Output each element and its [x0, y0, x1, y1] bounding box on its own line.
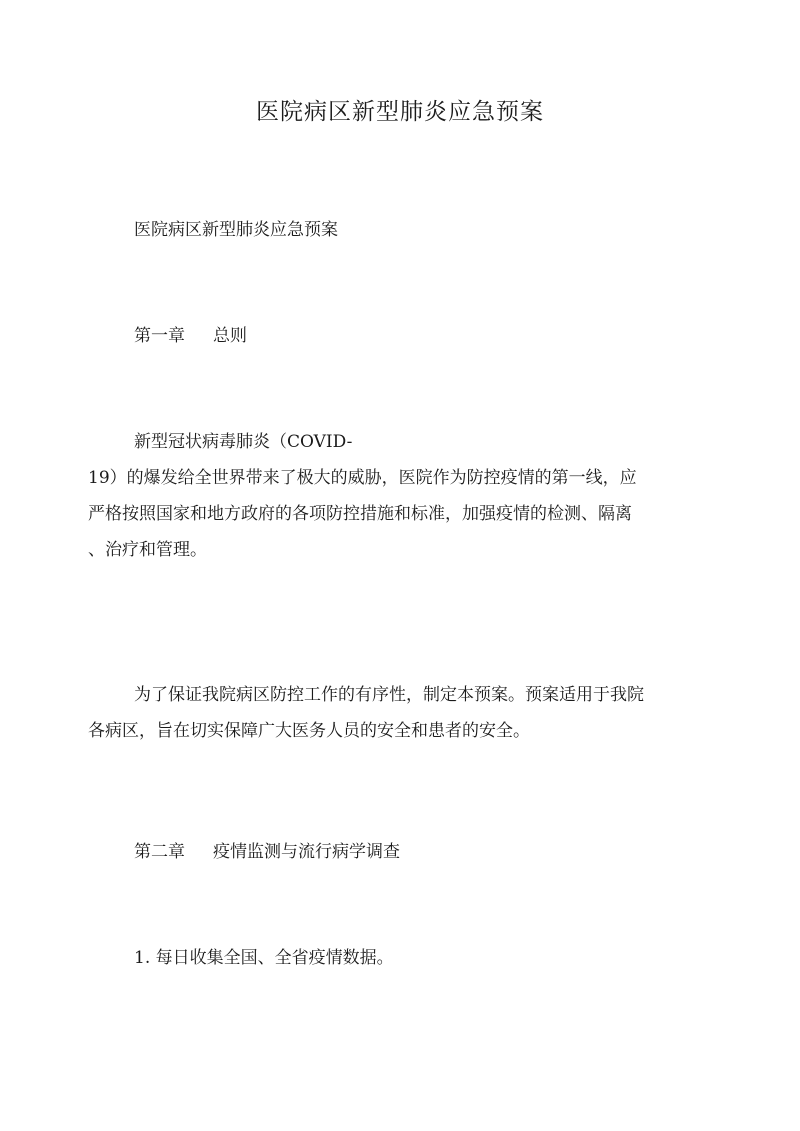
subtitle-text: 医院病区新型肺炎应急预案: [134, 220, 338, 240]
paragraph-1-line-3: 严格按照国家和地方政府的各项防控措施和标准，加强疫情的检测、隔离: [88, 504, 632, 524]
chapter-1-line: [88, 318, 713, 354]
list-item-1: [88, 940, 713, 976]
paragraph-1-line-4: 、治疗和管理。: [88, 540, 207, 560]
paragraph-1: [88, 424, 713, 568]
paragraph-2-line-2: 各病区，旨在切实保障广大医务人员的安全和患者的安全。: [88, 721, 530, 741]
chapter-1-name: 总则: [213, 326, 247, 346]
paragraph-2-line-1: 为了保证我院病区防控工作的有序性，制定本预案。预案适用于我院: [134, 685, 644, 705]
chapter-2-line: [88, 834, 713, 870]
document-title: 医院病区新型肺炎应急预案: [256, 99, 544, 125]
chapter-2-heading: [88, 834, 713, 870]
paragraph-2: [88, 677, 713, 749]
document-subtitle: [88, 212, 713, 248]
paragraph-1-line-2: 19）的爆发给全世界带来了极大的威胁，医院作为防控疫情的第一线，应: [88, 468, 637, 488]
list-item-1-text: 1. 每日收集全国、全省疫情数据。: [134, 948, 394, 968]
paragraph-1-line-1: 新型冠状病毒肺炎（COVID-: [134, 432, 353, 452]
chapter-2-number: 第二章: [134, 842, 185, 862]
chapter-1-number: 第一章: [134, 326, 185, 346]
chapter-1-heading: [88, 318, 713, 354]
chapter-2-name: 疫情监测与流行病学调查: [213, 842, 400, 862]
